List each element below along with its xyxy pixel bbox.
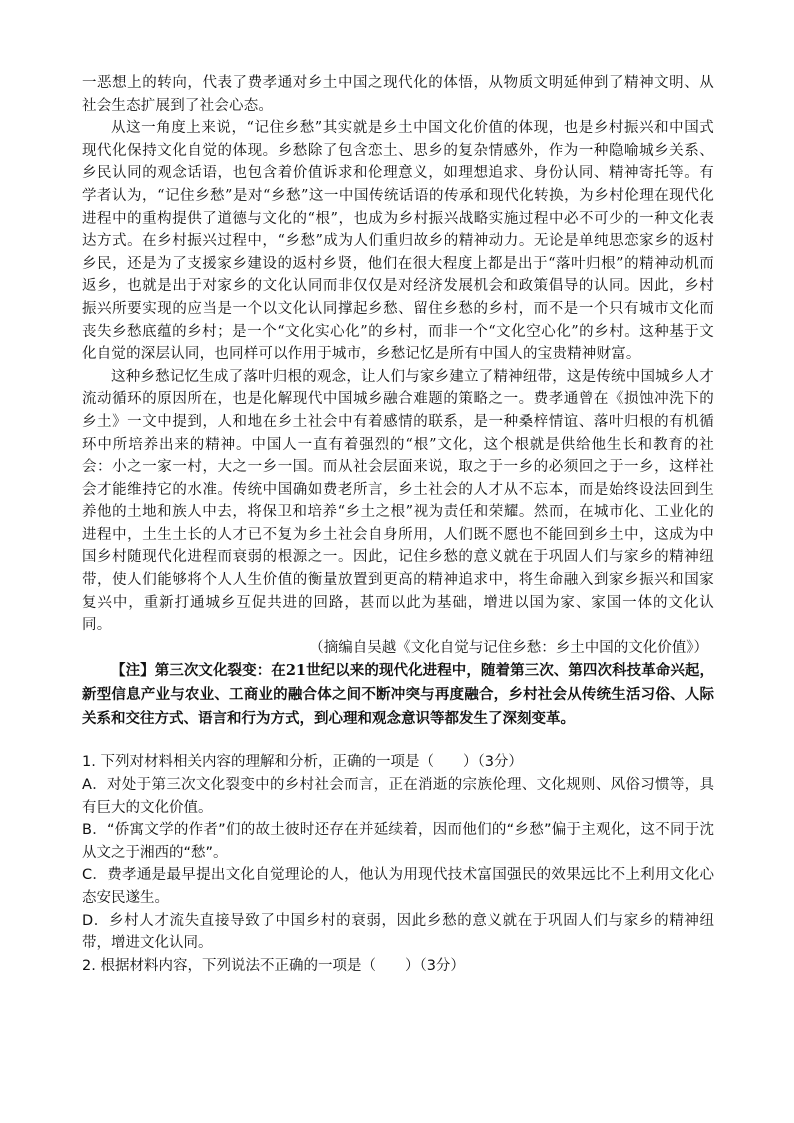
passage-paragraph-1: 一恶想上的转向，代表了费孝通对乡土中国之现代化的体悟，从物质文明延伸到了精神文明、从社会生态扩展到了社会心态。 xyxy=(82,75,714,114)
passage-note: 【注】第三次文化裂变：在21世纪以来的现代化进程中，随着第三次、第四次科技革命兴起，新型信息产业与农业、工商业的融合体之间不断冲突与再度融合，乡村社会从传统生活习俗、人际关系和交往方式、语言和行为方式，到心理和观念意识等都发生了深刻变革。 xyxy=(82,662,714,728)
document-page xyxy=(82,72,714,977)
question-1-option-a: A．对处于第三次文化裂变中的乡村社会而言，正在消逝的宗族伦理、文化规则、风俗习惯等，具有巨大的文化价值。 xyxy=(82,777,714,816)
passage-source: （摘编自吴越《文化自觉与记住乡愁：乡土中国的文化价值》） xyxy=(309,639,708,656)
section-spacer xyxy=(82,731,714,751)
question-1-option-b: B．“侨寓文学的作者”们的故土彼时还存在并延续着，因而他们的“乡愁”偏于主观化，这不同于沈从文之于湘西的“愁”。 xyxy=(82,822,714,861)
question-1-stem: 1. 下列对材料相关内容的理解和分析，正确的一项是（ ）（3分） xyxy=(82,754,523,771)
question-2-stem: 2. 根据材料内容，下列说法不正确的一项是（ ）（3分） xyxy=(82,957,465,974)
passage-paragraph-3: 这种乡愁记忆生成了落叶归根的观念，让人们与家乡建立了精神纽带，这是传统中国城乡人才流动循环的原因所在，也是化解现代中国城乡融合难题的策略之一。费孝通曾在《损蚀冲洗下的乡土》一文中提到，人和地在乡土社会中有着感情的联系，是一种桑梓情谊、落叶归根的有机循环中所培养出来的精神。中国人一直有着强烈的“根”文化，这个根就是供给他生长和教育的社会：小之一家一村，大之一乡一国。而从社会层面来说，取之于一乡的必须回之于一乡，这样社会才能维持它的水准。传统中国确如费老所言，乡土社会的人才从不忘本，而是始终设法回到生养他的土地和族人中去，将保卫和培养“乡土之根”视为责任和荣耀。然而，在城市化、工业化的进程中，土生土长的人才已不复为乡土社会自身所用，人们既不愿也不能回到乡土中，这成为中国乡村随现代化进程而衰弱的根源之一。因此，记住乡愁的意义就在于巩固人们与家乡的精神纽带，使人们能够将个人人生价值的衡量放置到更高的精神追求中，将生命融入到家乡振兴和国家复兴中，重新打通城乡互促共进的回路，甚而以此为基础，增进以国为家、家国一体的文化认同。 xyxy=(82,368,714,634)
question-1-option-d: D．乡村人才流失直接导致了中国乡村的衰弱，因此乡愁的意义就在于巩固人们与家乡的精神纽带，增进文化认同。 xyxy=(82,912,714,952)
passage-paragraph-2: 从这一角度上来说，“记住乡愁”其实就是乡土中国文化价值的体现，也是乡村振兴和中国式现代化保持文化自觉的体现。乡愁除了包含恋土、思乡的复杂情感外，作为一种隐喻城乡关系、乡民认同的观念话语，也包含着价值诉求和伦理意义，如理想追求、身份认同、精神寄托等。有学者认为，“记住乡愁”是对“乡愁”这一中国传统话语的传承和现代化转换，为乡村伦理在现代化进程中的重构提供了道德与文化的“根”，也成为乡村振兴战略实施过程中必不可少的一种文化表达方式。在乡村振兴过程中，“乡愁”成为人们重归故乡的精神动力。无论是单纯思恋家乡的返村乡民，还是为了支援家乡建设的返村乡贤，他们在很大程度上都是出于“落叶归根”的精神动机而返乡，也就是出于对家乡的文化认同而非仅仅是对经济发展机会和政策倡导的认同。因此，乡村振兴所要实现的应当是一个以文化认同撑起乡愁、留住乡愁的乡村，而不是一个只有城市文化而丧失乡愁底蕴的乡村；是一个“文化实心化”的乡村，而非一个“文化空心化”的乡村。这种基于文化自觉的深层认同，也同样可以作用于城市，乡愁记忆是所有中国人的宝贵精神财富。 xyxy=(82,120,714,363)
question-1-option-c: C．费孝通是最早提出文化自觉理论的人，他认为用现代技术富国强民的效果远比不上利用文化心态安民遂生。 xyxy=(82,867,714,906)
